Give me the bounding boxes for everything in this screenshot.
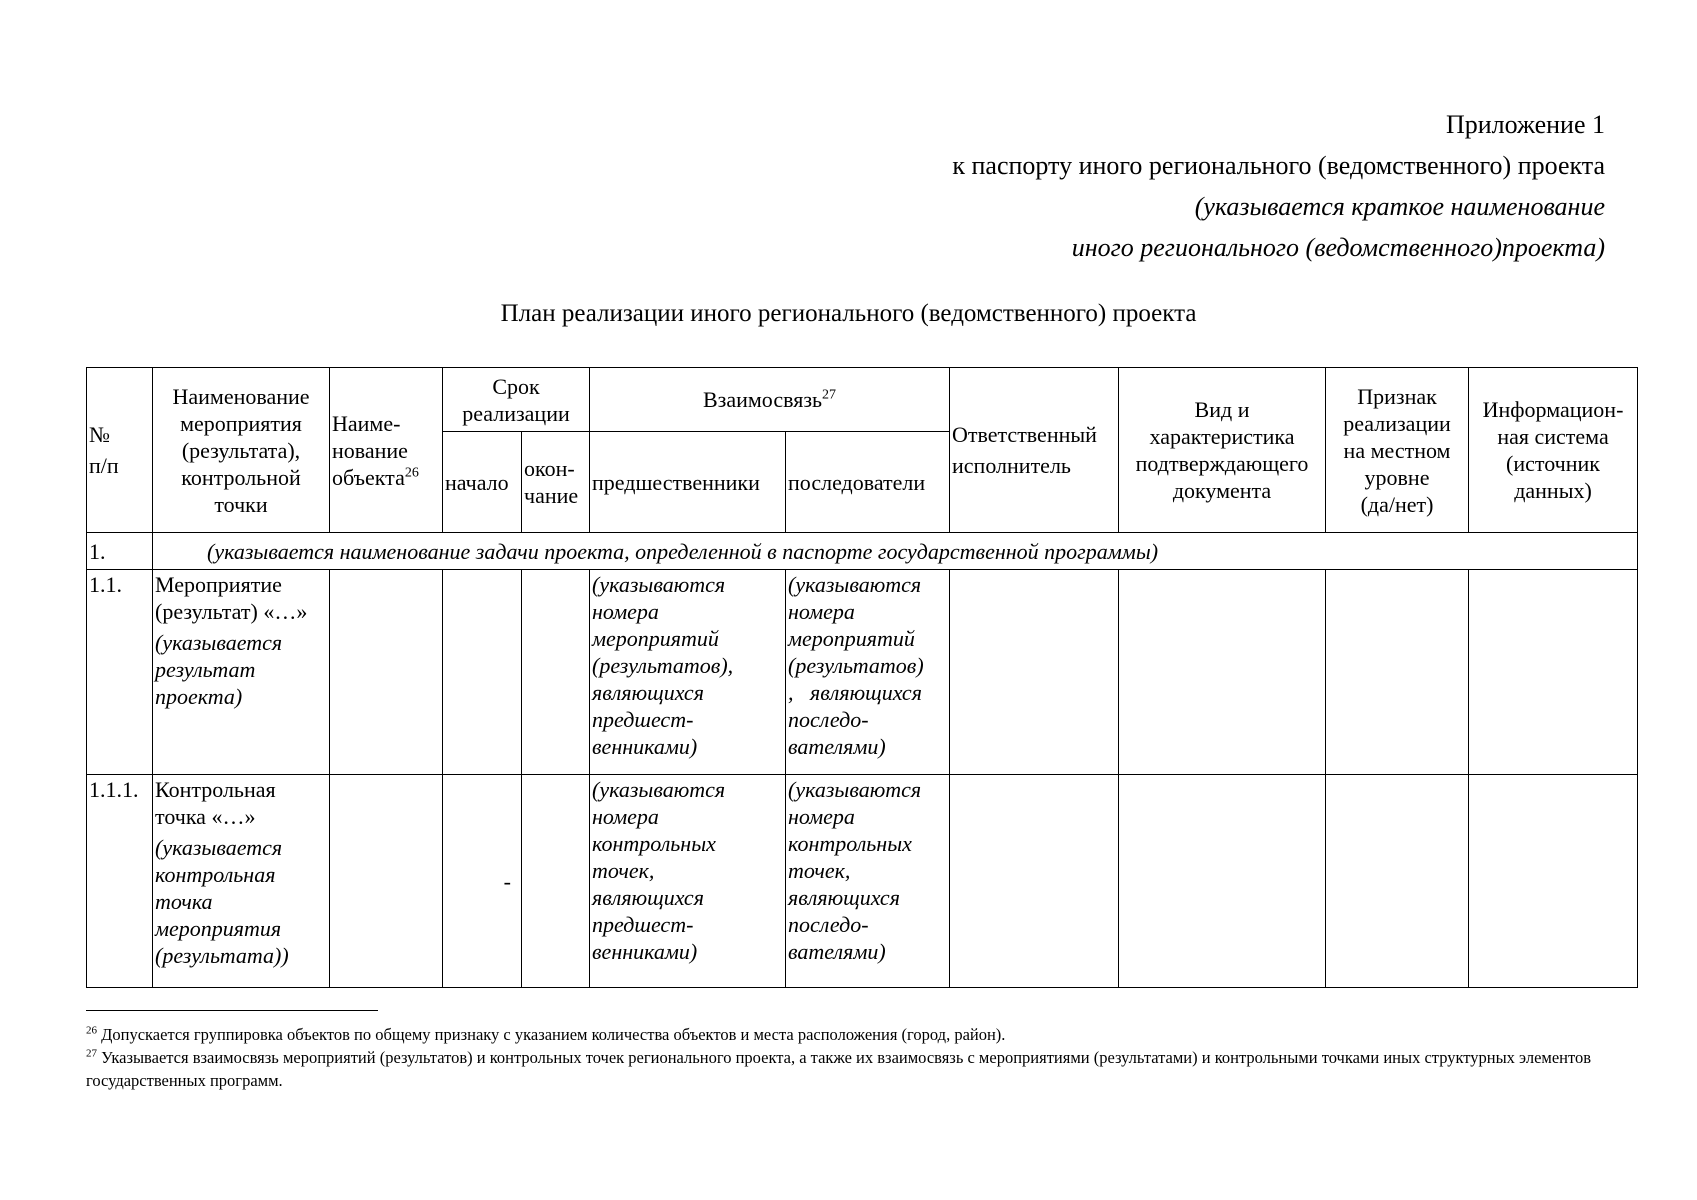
footnote-26 [86,1023,1651,1046]
checkpoint-pred-line2: номера [592,804,659,829]
checkpoint-foll-line4: точек, [788,858,851,883]
checkpoint-pred-line4: точек, [592,858,655,883]
event-foll-line4: (результатов) [788,653,924,678]
header-document-line2: характеристика [1149,424,1295,449]
header-start: начало [443,432,522,533]
event-info-system [1469,570,1638,775]
event-foll-line5: , являющихся [788,680,922,705]
event-object [330,570,443,775]
header-term-line2: реализации [462,400,570,426]
task-text: (указывается наименование задачи проекта, определенной в паспорте государственной программы) [153,533,1638,570]
header-info-line3: (источник [1506,451,1600,476]
event-pred-line6: предшест- [592,707,694,732]
header-responsible-line2: исполнитель [952,453,1071,478]
event-name-line1: Мероприятие [155,572,282,597]
header-num [87,368,153,533]
checkpoint-responsible [950,775,1119,988]
header-responsible-line1: Ответственный [952,422,1097,447]
checkpoint-followers [786,775,950,988]
event-responsible [950,570,1119,775]
checkpoint-pred-line3: контрольных [592,831,716,856]
header-object-word: объекта [332,464,405,490]
checkpoint-foll-line2: номера [788,804,855,829]
page-title: План реализации иного регионального (ведомственного) проекта [500,300,1197,327]
header-end [522,432,590,533]
event-foll-line7: вателями) [788,734,886,759]
checkpoint-info-system [1469,775,1638,988]
header-event-name [153,368,330,533]
event-pred-line2: номера [592,599,659,624]
plan-table [86,367,1638,988]
footnote-27-mark: 27 [86,1047,97,1060]
header-term [443,368,590,432]
header-end-line1: окон- [524,456,575,481]
event-pred-line1: (указываются [592,572,726,597]
event-note-line3: проекта) [155,684,243,709]
table-row-checkpoint [87,775,1638,988]
appendix-header [952,104,1605,268]
header-local-line1: Признак [1357,383,1437,409]
footnote-26-text: Допускается группировка объектов по общему признаку с указанием количества объектов и места расположения (город, район). [97,1025,1006,1044]
event-start [443,570,522,775]
header-relation-text: Взаимосвязь [702,387,823,412]
header-local-level [1326,368,1469,533]
footnote-26-mark: 26 [86,1024,97,1037]
checkpoint-end [522,775,590,988]
header-num-line2: п/п [89,453,119,478]
footnote-27 [86,1046,1651,1092]
event-foll-line6: последо- [788,707,869,732]
event-local-level [1326,570,1469,775]
header-object-name [330,368,443,533]
header-event-line2: мероприятия [180,410,302,436]
header-num-line1: № [89,422,110,447]
event-num: 1.1. [87,570,153,775]
header-info-line2: ная система [1497,424,1609,449]
event-pred-line5: являющихся [592,680,704,705]
task-num: 1. [87,533,153,570]
header-info-line1: Информацион- [1482,397,1624,422]
event-name-line2: (результат) «…» [155,599,308,624]
header-local-line3: на местном [1343,437,1451,463]
header-object-line3 [332,464,440,491]
header-event-line4: контрольной [181,464,301,490]
header-relation [590,368,950,432]
checkpoint-foll-line6: последо- [788,912,869,937]
checkpoint-num: 1.1.1. [87,775,153,988]
checkpoint-object [330,775,443,988]
header-end-line2: чание [524,483,579,508]
event-foll-line1: (указываются [788,572,922,597]
table-row-event [87,570,1638,775]
appendix-note-line1: (указывается краткое наименование [1194,192,1605,221]
header-document-line1: Вид и [1194,397,1250,422]
table-header-row-1 [87,368,1638,432]
checkpoint-pred-line6: предшест- [592,912,694,937]
header-local-line4: уровне [1364,464,1430,490]
event-pred-line7: венниками) [592,734,698,759]
header-local-line5: (да/нет) [1360,491,1434,517]
checkpoint-local-level [1326,775,1469,988]
footnote-separator [86,1010,378,1011]
header-object-line2: нование [332,437,408,463]
header-event-line5: точки [214,491,268,517]
header-document-line4: документа [1172,478,1272,503]
event-followers [786,570,950,775]
header-local-line2: реализации [1343,410,1451,436]
appendix-note-line2: иного регионального (ведомственного)проекта) [1071,233,1605,262]
header-term-line1: Срок [492,373,540,399]
header-document [1119,368,1326,533]
checkpoint-foll-line5: являющихся [788,885,900,910]
header-responsible [950,368,1119,533]
header-document-line3: подтверждающего [1135,451,1309,476]
checkpoint-name-line1: Контрольная [155,777,276,802]
header-event-line3: (результата), [181,437,301,463]
checkpoint-name-line2: точка «…» [155,804,256,829]
header-info-line4: данных) [1514,478,1592,503]
event-pred-line4: (результатов), [592,653,734,678]
checkpoint-note-line1: (указывается [155,835,283,860]
header-predecessors: предшественники [590,432,786,533]
footnote-ref-27: 27 [822,387,837,403]
event-name [153,570,330,775]
appendix-subtitle: к паспорту иного регионального (ведомственного) проекта [952,151,1605,180]
checkpoint-pred-line7: венниками) [592,939,698,964]
checkpoint-start: - [443,775,522,988]
header-followers: последователи [786,432,950,533]
header-event-line1: Наименование [172,383,310,409]
checkpoint-foll-line7: вателями) [788,939,886,964]
checkpoint-name [153,775,330,988]
event-predecessors [590,570,786,775]
checkpoint-predecessors [590,775,786,988]
checkpoint-foll-line1: (указываются [788,777,922,802]
event-pred-line3: мероприятий [592,626,719,651]
appendix-number: Приложение 1 [1445,110,1605,139]
checkpoint-note-line3: точка [155,889,213,914]
event-foll-line2: номера [788,599,855,624]
footnotes [86,1023,1651,1092]
checkpoint-note-line5: (результата)) [155,943,289,968]
checkpoint-pred-line1: (указываются [592,777,726,802]
event-foll-line3: мероприятий [788,626,915,651]
event-end [522,570,590,775]
table-row-task [87,533,1638,570]
checkpoint-note-line2: контрольная [155,862,276,887]
checkpoint-note-line4: мероприятия [155,916,282,941]
checkpoint-pred-line5: являющихся [592,885,704,910]
event-note-line1: (указывается [155,630,283,655]
event-note-line2: результат [155,657,256,682]
checkpoint-document [1119,775,1326,988]
checkpoint-foll-line3: контрольных [788,831,912,856]
event-document [1119,570,1326,775]
footnote-27-text: Указывается взаимосвязь мероприятий (результатов) и контрольных точек регионального проекта, а также их взаимосвязь с мероприятиями (результатами) и контрольными точками иных структурных элементов государственных программ. [86,1048,1592,1090]
header-object-line1: Наиме- [332,410,401,436]
header-info-system [1469,368,1638,533]
footnote-ref-26: 26 [404,465,419,481]
